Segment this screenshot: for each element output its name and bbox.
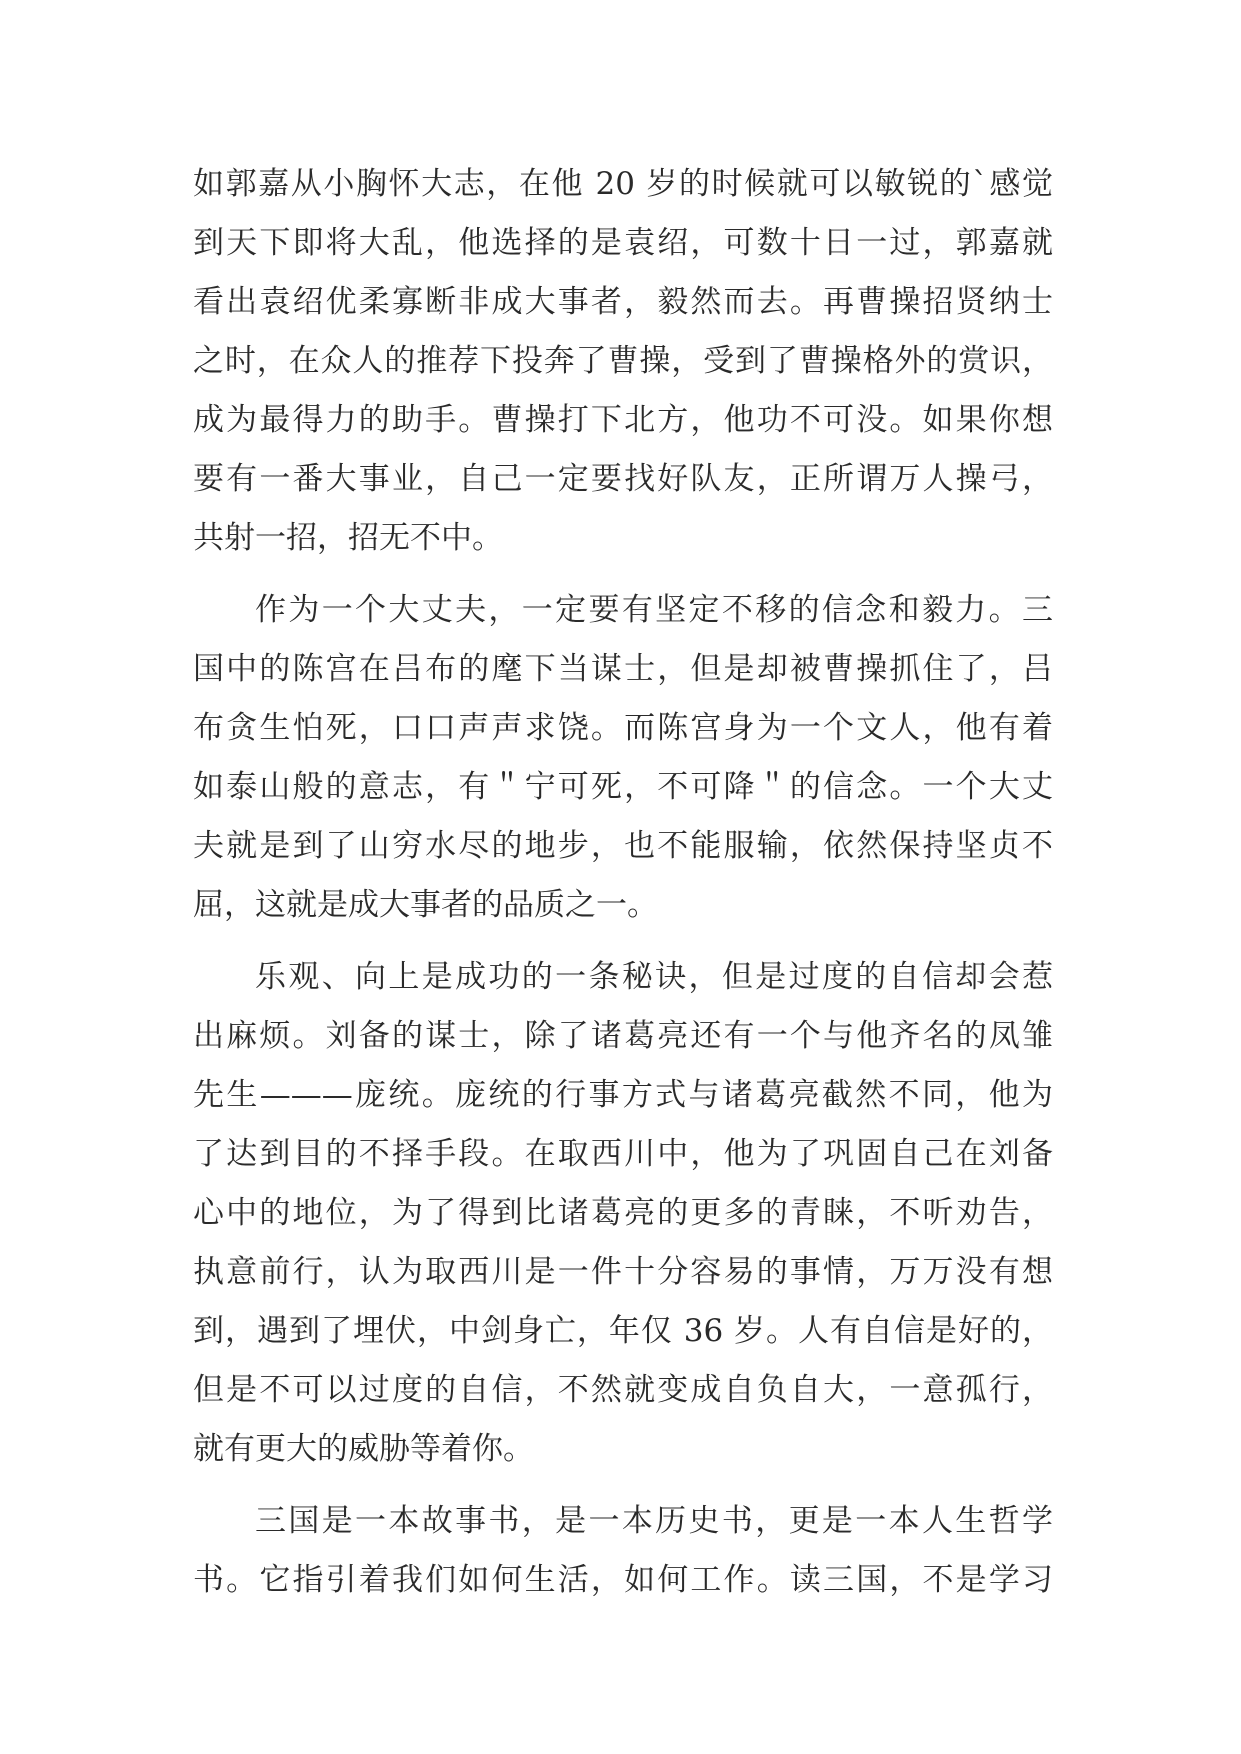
text-line: 了达到目的不择手段。在取西川中，他为了巩固自己在刘备 <box>193 1136 1053 1172</box>
text-line: 出麻烦。刘备的谋士，除了诸葛亮还有一个与他齐名的凤雏 <box>193 1018 1053 1054</box>
text-line: 如泰山般的意志，有＂宁可死，不可降＂的信念。一个大丈 <box>193 769 1053 805</box>
text-line: 屈，这就是成大事者的品质之一。 <box>193 887 658 923</box>
text-line: 三国是一本故事书，是一本历史书，更是一本人生哲学 <box>255 1503 1053 1539</box>
text-line: 成为最得力的助手。曹操打下北方，他功不可没。如果你想 <box>193 402 1053 438</box>
text-line: 心中的地位，为了得到比诸葛亮的更多的青睐，不听劝告， <box>193 1195 1053 1231</box>
text-line: 如郭嘉从小胸怀大志，在他 20 岁的时候就可以敏锐的`感觉 <box>193 166 1053 202</box>
text-line: 到，遇到了埋伏，中剑身亡，年仅 36 岁。人有自信是好的， <box>193 1313 1053 1349</box>
text-line: 布贪生怕死，口口声声求饶。而陈宫身为一个文人，他有着 <box>193 710 1053 746</box>
text-line: 夫就是到了山穷水尽的地步，也不能服输，依然保持坚贞不 <box>193 828 1053 864</box>
text-line: 要有一番大事业，自己一定要找好队友，正所谓万人操弓， <box>193 461 1053 497</box>
paragraph-conclusion <box>193 1492 1053 1610</box>
text-line: 到天下即将大乱，他选择的是袁绍，可数十日一过，郭嘉就 <box>193 225 1053 261</box>
paragraph-pang-tong <box>193 948 1053 1479</box>
paragraph-guo-jia <box>193 155 1053 568</box>
text-line: 作为一个大丈夫，一定要有坚定不移的信念和毅力。三 <box>255 592 1053 628</box>
document-body <box>193 155 1053 1623</box>
text-line: 共射一招，招无不中。 <box>193 520 503 556</box>
text-line: 但是不可以过度的自信，不然就变成自负自大，一意孤行， <box>193 1372 1053 1408</box>
text-line: 先生———庞统。庞统的行事方式与诸葛亮截然不同，他为 <box>193 1077 1053 1113</box>
text-line: 之时，在众人的推荐下投奔了曹操，受到了曹操格外的赏识， <box>193 343 1053 379</box>
text-line: 执意前行，认为取西川是一件十分容易的事情，万万没有想 <box>193 1254 1053 1290</box>
text-line: 就有更大的威胁等着你。 <box>193 1431 534 1467</box>
text-line: 国中的陈宫在吕布的麾下当谋士，但是却被曹操抓住了，吕 <box>193 651 1053 687</box>
text-line: 看出袁绍优柔寡断非成大事者，毅然而去。再曹操招贤纳士 <box>193 284 1053 320</box>
paragraph-chen-gong <box>193 581 1053 935</box>
text-line: 书。它指引着我们如何生活，如何工作。读三国，不是学习 <box>193 1562 1053 1598</box>
text-line: 乐观、向上是成功的一条秘诀，但是过度的自信却会惹 <box>255 959 1053 995</box>
